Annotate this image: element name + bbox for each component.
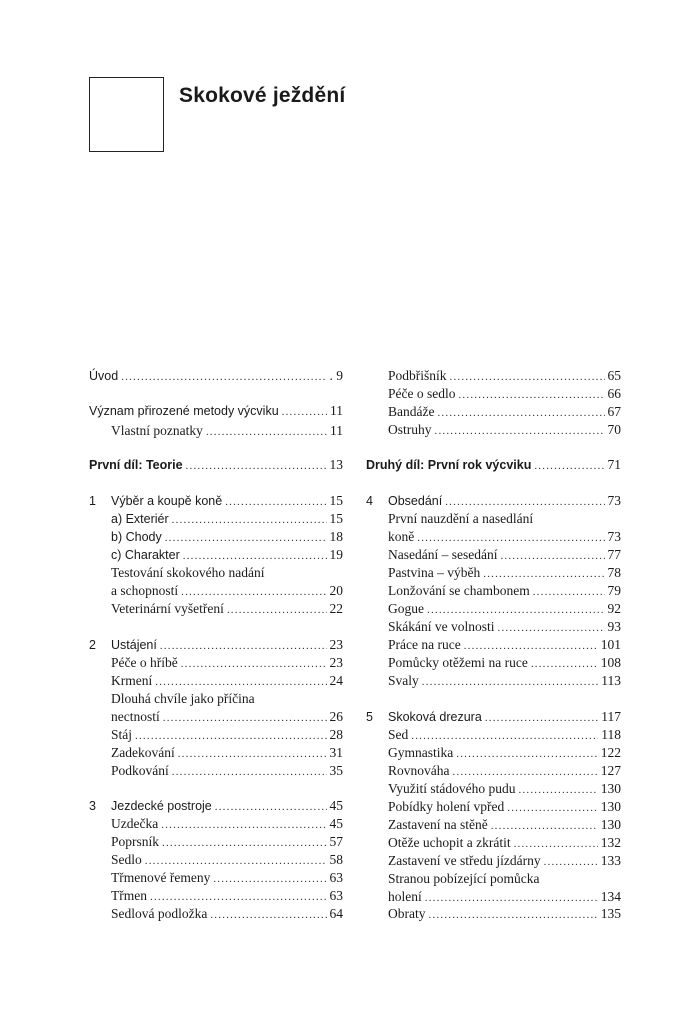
- toc-entry-label: b) Chody: [111, 530, 162, 544]
- toc-entry-label: Třmenové řemeny: [111, 870, 211, 885]
- toc-page-number: 101: [600, 637, 621, 652]
- toc-leader-dots: [183, 547, 327, 565]
- toc-page-number: 130: [600, 799, 621, 814]
- toc-entry-label: Otěže uchopit a zkrátit: [388, 835, 511, 850]
- toc-entry: [366, 618, 621, 636]
- toc-entry: [366, 744, 621, 762]
- toc-leader-dots: [165, 529, 327, 547]
- toc-entry-label: Zadekování: [111, 745, 175, 760]
- toc-entry: [89, 546, 343, 564]
- toc-leader-dots: [531, 655, 598, 673]
- toc-entry: [89, 833, 343, 851]
- toc-entry-label: Gymnastika: [388, 745, 454, 760]
- toc-entry: [89, 762, 343, 780]
- toc-entry-label: koně: [388, 529, 415, 544]
- toc-page-number: 20: [329, 583, 343, 598]
- toc-leader-dots: [507, 799, 598, 817]
- toc-entry: První nauzdění a nasedlání: [388, 511, 534, 526]
- toc-page-number: 70: [607, 422, 621, 437]
- toc-leader-dots: [206, 423, 327, 441]
- toc-entry: [366, 816, 621, 834]
- toc-entry-label: Pomůcky otěžemi na ruce: [388, 655, 528, 670]
- toc-entry-label: Úvod: [89, 369, 119, 383]
- toc-page-number: 71: [607, 457, 621, 472]
- toc-entry: [366, 546, 621, 564]
- toc-chapter-number: 1: [89, 494, 96, 508]
- toc-chapter-entry: [366, 708, 621, 726]
- toc-leader-dots: [519, 781, 598, 799]
- toc-entry: [89, 851, 343, 869]
- toc-entry-label: a schopností: [111, 583, 179, 598]
- toc-chapter-number: 4: [366, 494, 373, 508]
- toc-leader-dots: [210, 906, 326, 924]
- toc-entry: [89, 528, 343, 546]
- toc-entry-label: c) Charakter: [111, 548, 180, 562]
- toc-entry-label: Skoková drezura: [388, 710, 482, 724]
- toc-entry: [366, 403, 621, 421]
- toc-leader-dots: [282, 403, 327, 421]
- toc-page-number: 79: [607, 583, 621, 598]
- toc-leader-dots: [155, 673, 326, 691]
- toc-entry: [366, 852, 621, 870]
- toc-leader-dots: [485, 709, 598, 727]
- toc-page-number: 13: [329, 457, 343, 472]
- toc-entry-label: Bandáže: [388, 404, 435, 419]
- toc-entry: [366, 798, 621, 816]
- toc-entry: [89, 815, 343, 833]
- toc-page-number: 108: [600, 655, 621, 670]
- toc-entry-label: holení: [388, 889, 422, 904]
- toc-page-number: 73: [607, 529, 621, 544]
- toc-entry-label: Vlastní poznatky: [111, 423, 203, 438]
- toc-entry: [366, 888, 621, 906]
- toc-entry: [89, 869, 343, 887]
- toc-entry: [366, 528, 621, 546]
- toc-leader-dots: [445, 493, 604, 511]
- toc-leader-dots: [534, 457, 604, 475]
- toc-page-number: 122: [600, 745, 621, 760]
- toc-entry-label: Gogue: [388, 601, 424, 616]
- toc-page-number: 26: [329, 709, 343, 724]
- toc-entry-label: Využití stádového pudu: [388, 781, 516, 796]
- toc-leader-dots: [533, 583, 605, 601]
- toc-entry: [366, 780, 621, 798]
- toc-entry: [366, 421, 621, 439]
- toc-entry-label: Jezdecké postroje: [111, 799, 212, 813]
- toc-entry: [89, 672, 343, 690]
- toc-page-number: 78: [607, 565, 621, 580]
- toc-entry-label: Poprsník: [111, 834, 160, 849]
- chapter-box: [89, 77, 164, 152]
- chapter-title: Skokové ježdění: [179, 84, 346, 107]
- toc-page-number: 77: [607, 547, 621, 562]
- toc-chapter-entry: [89, 636, 343, 654]
- toc-page-number: 73: [607, 493, 621, 508]
- toc-leader-dots: [514, 835, 598, 853]
- toc-leader-dots: [498, 619, 605, 637]
- toc-chapter-entry: [89, 797, 343, 815]
- toc-entry: [89, 905, 343, 923]
- toc-entry-label: Sedlová podložka: [111, 906, 208, 921]
- toc-entry: Stranou pobízející pomůcka: [388, 871, 540, 886]
- toc-entry-label: Uzdečka: [111, 816, 159, 831]
- toc-page-number: 24: [329, 673, 343, 688]
- toc-page-number: 63: [329, 870, 343, 885]
- toc-entry: [366, 834, 621, 852]
- toc-page-number: 135: [600, 906, 621, 921]
- toc-entry: [89, 367, 343, 385]
- toc-leader-dots: [227, 601, 327, 619]
- toc-leader-dots: [458, 386, 604, 404]
- toc-leader-dots: [435, 422, 605, 440]
- toc-entry: Testování skokového nadání: [111, 565, 265, 580]
- toc-page-number: 11: [330, 403, 343, 418]
- toc-page-number: 65: [607, 368, 621, 383]
- toc-entry-label: Podbřišník: [388, 368, 447, 383]
- toc-leader-dots: [464, 637, 598, 655]
- toc-page-number: 58: [329, 852, 343, 867]
- toc-leader-dots: [172, 511, 327, 529]
- toc-page-number: 113: [601, 673, 621, 688]
- toc-page-number: 18: [329, 529, 343, 544]
- toc-chapter-number: 2: [89, 638, 96, 652]
- toc-page-number: 66: [607, 386, 621, 401]
- toc-entry: [89, 726, 343, 744]
- toc-page-number: 35: [329, 763, 343, 778]
- toc-chapter-entry: [366, 492, 621, 510]
- toc-entry: [89, 654, 343, 672]
- toc-chapter-entry: [89, 492, 343, 510]
- toc-entry-label: Ostruhy: [388, 422, 432, 437]
- toc-entry: [366, 636, 621, 654]
- toc-leader-dots: [178, 745, 327, 763]
- toc-page-number: 28: [329, 727, 343, 742]
- toc-leader-dots: [145, 852, 327, 870]
- toc-page-number: 23: [329, 637, 343, 652]
- toc-page-number: 67: [607, 404, 621, 419]
- toc-entry-label: Stáj: [111, 727, 133, 742]
- toc-leader-dots: [162, 834, 326, 852]
- toc-entry-label: Podkování: [111, 763, 169, 778]
- toc-page-number: 92: [607, 601, 621, 616]
- toc-entry-label: První díl: Teorie: [89, 458, 183, 472]
- toc-entry: [89, 582, 343, 600]
- toc-page-number: 45: [329, 798, 343, 813]
- toc-leader-dots: [172, 763, 327, 781]
- toc-leader-dots: [215, 798, 327, 816]
- toc-entry: [366, 905, 621, 923]
- toc-page-number: 22: [329, 601, 343, 616]
- toc-page-number: 133: [600, 853, 621, 868]
- toc-entry: [366, 600, 621, 618]
- toc-entry-label: Třmen: [111, 888, 147, 903]
- toc-leader-dots: [186, 457, 327, 475]
- toc-entry: [366, 367, 621, 385]
- toc-page-number: 117: [601, 709, 621, 724]
- toc-entry: [89, 708, 343, 726]
- toc-leader-dots: [453, 763, 598, 781]
- toc-leader-dots: [161, 816, 326, 834]
- toc-leader-dots: [225, 493, 326, 511]
- toc-leader-dots: [422, 673, 598, 691]
- toc-entry-label: Pobídky holení vpřed: [388, 799, 505, 814]
- toc-leader-dots: [160, 637, 327, 655]
- toc-page-number: 15: [329, 511, 343, 526]
- toc-entry-label: Veterinární vyšetření: [111, 601, 224, 616]
- toc-leader-dots: [213, 870, 326, 888]
- toc-entry-label: Sed: [388, 727, 409, 742]
- toc-leader-dots: [450, 368, 605, 386]
- toc-leader-dots: [121, 368, 326, 386]
- toc-page-number: 132: [600, 835, 621, 850]
- toc-entry: [366, 672, 621, 690]
- toc-entry: [366, 385, 621, 403]
- toc-entry-label: Druhý díl: První rok výcviku: [366, 458, 532, 472]
- toc-page-number: 45: [329, 816, 343, 831]
- toc-leader-dots: [181, 583, 326, 601]
- toc-leader-dots: [135, 727, 326, 745]
- toc-leader-dots: [181, 655, 327, 673]
- toc-leader-dots: [483, 565, 604, 583]
- toc-leader-dots: [429, 906, 598, 924]
- toc-leader-dots: [427, 601, 605, 619]
- toc-leader-dots: [544, 853, 598, 871]
- toc-entry-label: Lonžování se chambonem: [388, 583, 530, 598]
- toc-leader-dots: [150, 888, 327, 906]
- toc-entry: [89, 510, 343, 528]
- toc-entry-label: Svaly: [388, 673, 419, 688]
- toc-entry-label: Ustájení: [111, 638, 157, 652]
- toc-page-number: . 9: [329, 368, 343, 383]
- toc-leader-dots: [456, 745, 598, 763]
- toc-page-number: 15: [329, 493, 343, 508]
- toc-chapter-number: 3: [89, 799, 96, 813]
- toc-entry-label: nectností: [111, 709, 160, 724]
- toc-entry-label: Krmení: [111, 673, 153, 688]
- toc-part-heading: [89, 456, 343, 474]
- toc-entry-label: Nasedání – sesedání: [388, 547, 498, 562]
- toc-entry-label: Význam přirozené metody výcviku: [89, 404, 279, 418]
- toc-entry-label: Pastvina – výběh: [388, 565, 481, 580]
- toc-entry: Dlouhá chvíle jako příčina: [111, 691, 255, 706]
- toc-page-number: 130: [600, 817, 621, 832]
- toc-entry-label: Rovnováha: [388, 763, 450, 778]
- toc-entry: [366, 762, 621, 780]
- toc-page-number: 23: [329, 655, 343, 670]
- toc-entry-label: Obsedání: [388, 494, 443, 508]
- toc-entry-label: Zastavení na stěně: [388, 817, 488, 832]
- toc-chapter-number: 5: [366, 710, 373, 724]
- toc-page-number: 11: [330, 423, 343, 438]
- toc-page-number: 57: [329, 834, 343, 849]
- toc-page-number: 19: [329, 547, 343, 562]
- toc-part-heading: [366, 456, 621, 474]
- toc-entry-label: a) Exteriér: [111, 512, 169, 526]
- toc-entry-label: Péče o hříbě: [111, 655, 178, 670]
- toc-entry: [89, 422, 343, 440]
- toc-entry-label: Výběr a koupě koně: [111, 494, 223, 508]
- toc-leader-dots: [491, 817, 598, 835]
- toc-entry-label: Sedlo: [111, 852, 142, 867]
- toc-entry: [89, 887, 343, 905]
- toc-entry-label: Péče o sedlo: [388, 386, 456, 401]
- toc-entry-label: Obraty: [388, 906, 426, 921]
- toc-page-number: 134: [600, 889, 621, 904]
- toc-page-number: 31: [329, 745, 343, 760]
- toc-entry: [366, 582, 621, 600]
- toc-entry-label: Skákání ve volnosti: [388, 619, 495, 634]
- toc-page-number: 64: [329, 906, 343, 921]
- toc-entry-label: Zastavení ve středu jízdárny: [388, 853, 541, 868]
- toc-leader-dots: [437, 404, 604, 422]
- toc-leader-dots: [411, 727, 598, 745]
- toc-leader-dots: [417, 529, 604, 547]
- toc-entry: [89, 402, 343, 420]
- toc-page-number: 130: [600, 781, 621, 796]
- toc-page-number: 93: [607, 619, 621, 634]
- toc-leader-dots: [163, 709, 327, 727]
- toc-entry: [366, 564, 621, 582]
- toc-entry: [366, 654, 621, 672]
- toc-page-number: 63: [329, 888, 343, 903]
- toc-entry: [89, 744, 343, 762]
- toc-leader-dots: [500, 547, 604, 565]
- toc-page-number: 118: [601, 727, 621, 742]
- toc-page-number: 127: [600, 763, 621, 778]
- toc-entry: [366, 726, 621, 744]
- toc-entry-label: Práce na ruce: [388, 637, 461, 652]
- toc-entry: [89, 600, 343, 618]
